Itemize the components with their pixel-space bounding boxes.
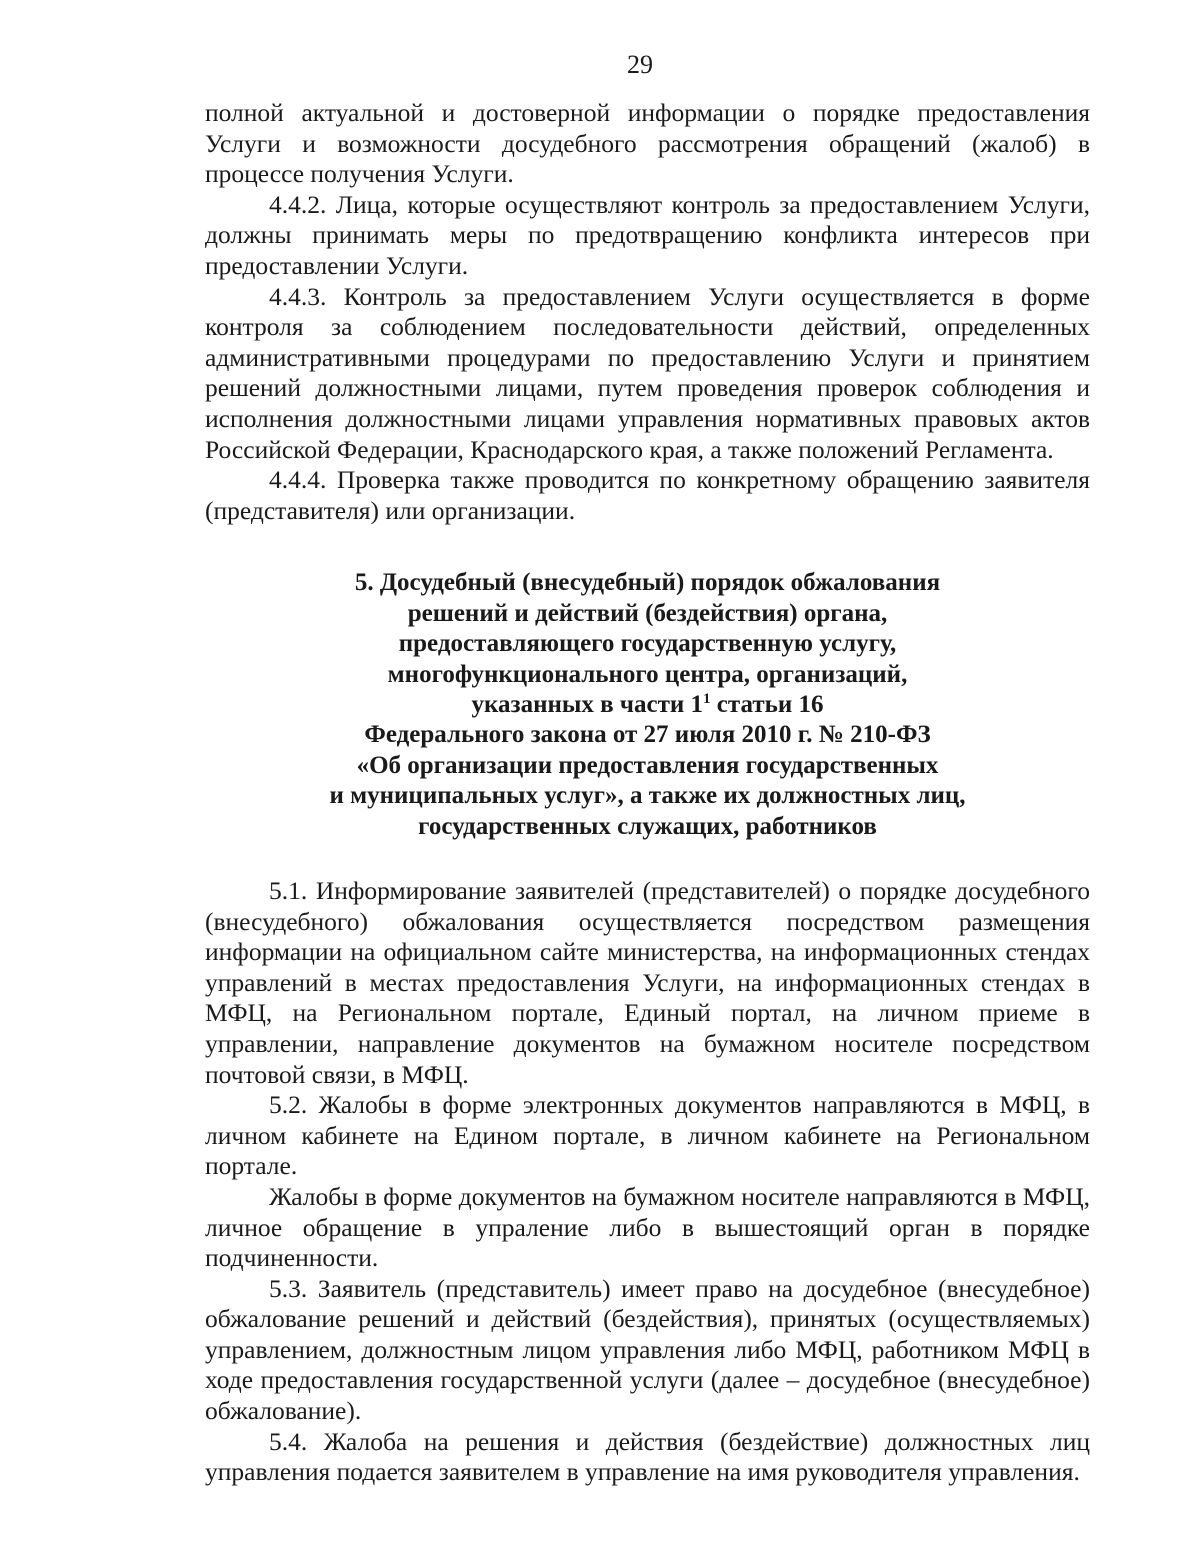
heading-line-text: указанных в части 1 (471, 690, 704, 718)
heading-line: и муниципальных услуг», а также их должностных лиц, (329, 782, 966, 810)
paragraph-4-4-3: 4.4.3. Контроль за предоставлением Услуги осуществляется в форме контроля за соблюдением последовательности действий, определенных административными процедурами по предоставлению Услуги и принятием решений должностными лицами, путем проведения проверок соблюдения и исполнения должностными лицами управления нормативных правовых актов Российской Федерации, Краснодарского края, а также положений Регламента. (205, 281, 1090, 464)
heading-line: «Об организации предоставления государственных (356, 751, 939, 779)
paragraph-5-2: 5.2. Жалобы в форме электронных документов направляются в МФЦ, в личном кабинете на Едином портале, в личном кабинете на Региональном портале. (205, 1090, 1090, 1181)
paragraph-5-3: 5.3. Заявитель (представитель) имеет право на досудебное (внесудебное) обжалование решений и действий (бездействия), принятых (осуществляемых) управлением, должностным лицом управления либо МФЦ, работником МФЦ в ходе предоставления государственной услуги (далее – досудебное (внесудебное) обжалование). (205, 1273, 1090, 1426)
paragraph-5-1: 5.1. Информирование заявителей (представителей) о порядке досудебного (внесудебного) обжалования осуществляется посредством размещения информации на официальном сайте министерства, на информационных стендах управлений в местах предоставления Услуги, на информационных стендах в МФЦ, на Региональном портале, Единый портал, на личном приеме в управлении, направление документов на бумажном носителе посредством почтовой связи, в МФЦ. (205, 875, 1090, 1089)
heading-line: решений и действий (бездействия) органа, (407, 599, 888, 627)
heading-line: предоставляющего государственную услугу, (398, 630, 897, 658)
heading-line: государственных служащих, работников (418, 812, 877, 840)
heading-line-text: статьи 16 (710, 690, 824, 718)
section-5-heading (205, 568, 1090, 842)
heading-line: 5. Досудебный (внесудебный) порядок обжалования (354, 569, 941, 597)
document-body (205, 98, 1090, 1488)
paragraph-continuation: полной актуальной и достоверной информации о порядке предоставления Услуги и возможности досудебного рассмотрения обращений (жалоб) в процессе получения Услуги. (205, 98, 1090, 189)
paragraph-4-4-4: 4.4.4. Проверка также проводится по конкретному обращению заявителя (представителя) или организации. (205, 465, 1090, 525)
paragraph-4-4-2: 4.4.2. Лица, которые осуществляют контроль за предоставлением Услуги, должны принимать меры по предотвращению конфликта интересов при предоставлении Услуги. (205, 189, 1090, 280)
page-number: 29 (627, 50, 653, 79)
heading-line: многофункционального центра, организаций, (387, 660, 908, 688)
paragraph-5-2-paper: Жалобы в форме документов на бумажном носителе направляются в МФЦ, личное обращение в упраление либо в вышестоящий орган в порядке подчиненности. (205, 1181, 1090, 1273)
heading-line: Федерального закона от 27 июля 2010 г. № 210-ФЗ (364, 721, 931, 749)
heading-line (205, 690, 1090, 720)
superscript: 1 (703, 690, 711, 707)
paragraph-5-4: 5.4. Жалоба на решения и действия (бездействие) должностных лиц управления подается заявителем в управление на имя руководителя управления. (205, 1426, 1090, 1487)
